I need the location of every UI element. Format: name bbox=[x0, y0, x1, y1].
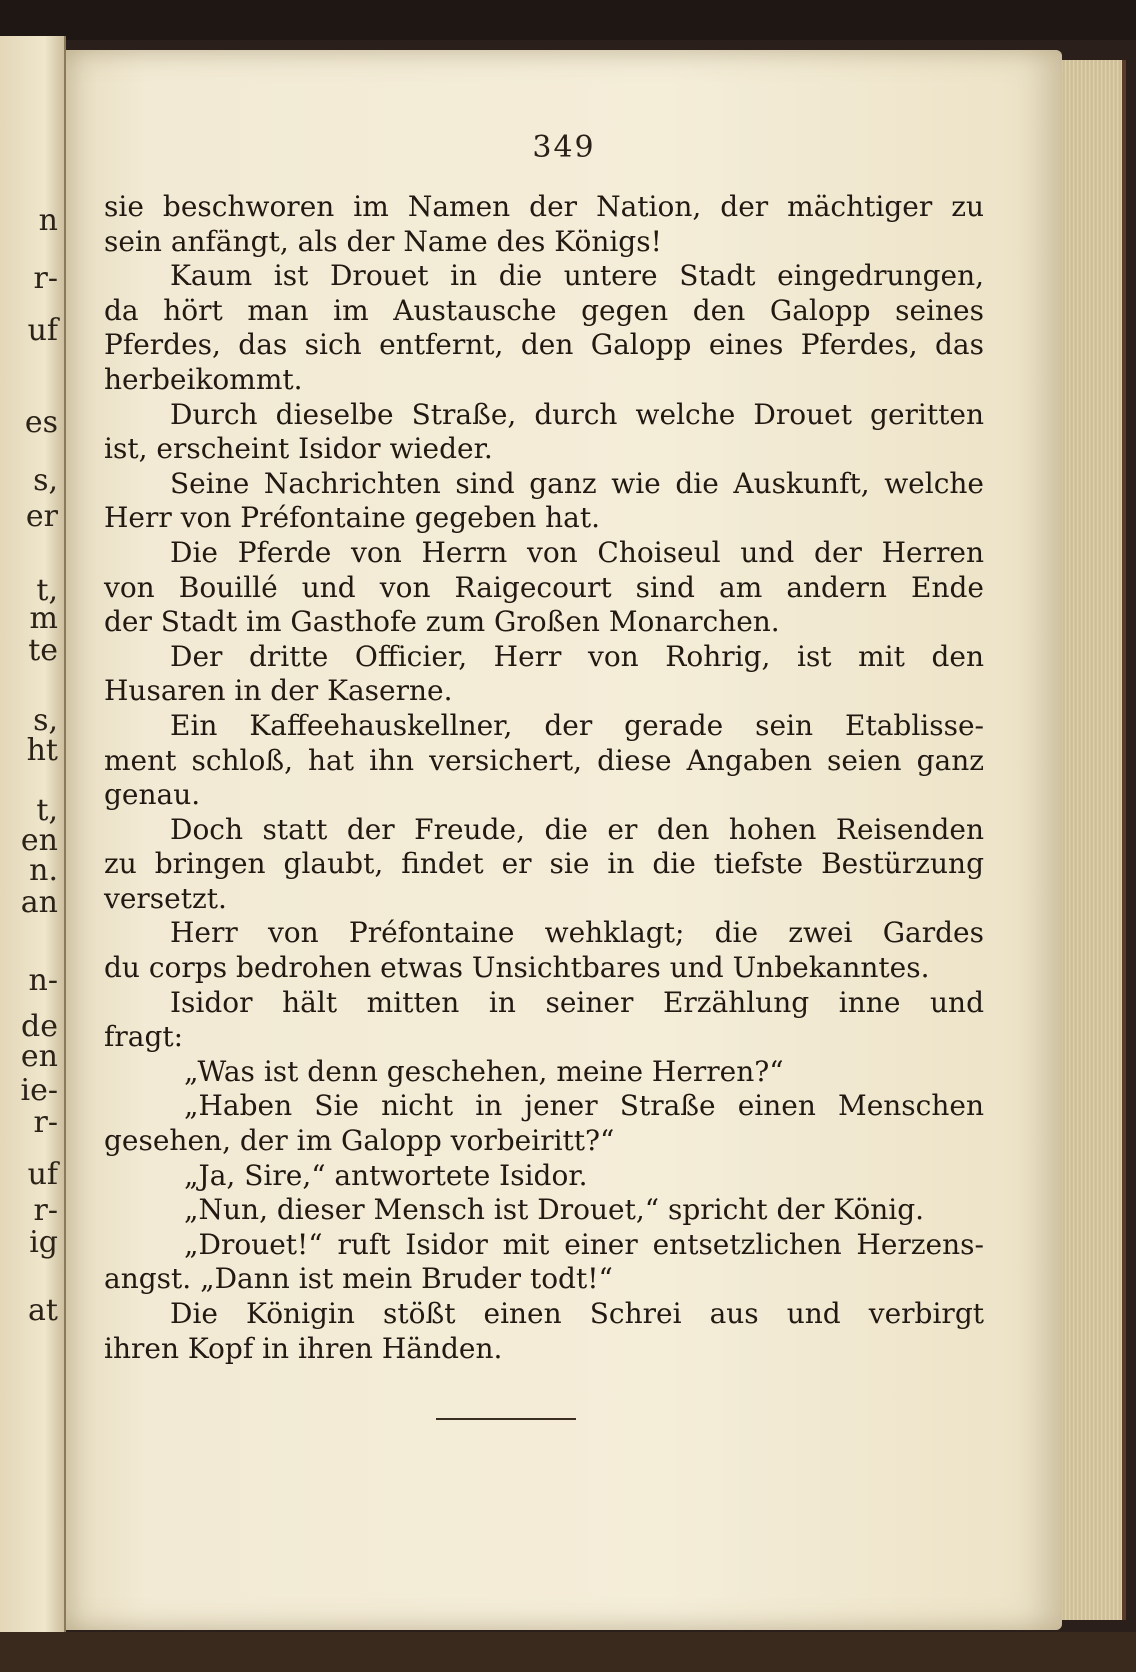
left-page-fragment: n- bbox=[28, 963, 58, 998]
text-line: Herr von Préfontaine gegeben hat. bbox=[104, 501, 601, 535]
left-page-fragment: de bbox=[21, 1009, 58, 1044]
text-line: „Ja, Sire,“ antwortete Isidor. bbox=[184, 1158, 588, 1192]
page-text bbox=[104, 190, 984, 1366]
text-line: zu bringen glaubt, findet er sie in die tiefste Bestürzung bbox=[104, 847, 984, 881]
text-line: sie beschworen im Namen der Nation, der mächtiger zu bbox=[104, 190, 984, 223]
text-line: versetzt. bbox=[104, 881, 227, 915]
text-line: „Drouet!“ ruft Isidor mit einer entsetzlichen Herzens- bbox=[184, 1227, 984, 1261]
left-page-fragment: s, bbox=[33, 463, 58, 498]
text-line: der Stadt im Gasthofe zum Großen Monarchen. bbox=[104, 605, 780, 639]
text-line: Durch dieselbe Straße, durch welche Drouet geritten bbox=[170, 397, 984, 431]
left-page-edge bbox=[0, 36, 66, 1636]
text-line: Ein Kaffeehauskellner, der gerade sein Etablisse- bbox=[170, 708, 984, 742]
book-cover-top bbox=[0, 0, 1136, 40]
left-page-fragment: t, bbox=[36, 573, 58, 608]
left-page-fragment: ig bbox=[29, 1225, 58, 1260]
left-page-fragment: r- bbox=[33, 1193, 58, 1228]
text-line: fragt: bbox=[104, 1020, 184, 1054]
left-page-fragment: en bbox=[20, 1039, 58, 1074]
text-line: du corps bedrohen etwas Unsichtbares und Unbekanntes. bbox=[104, 951, 930, 985]
text-line: Isidor hält mitten in seiner Erzählung inne und bbox=[170, 985, 984, 1019]
text-line: Kaum ist Drouet in die untere Stadt eingedrungen, bbox=[170, 259, 984, 293]
left-page-fragment: en bbox=[20, 823, 58, 858]
text-line: Pferdes, das sich entfernt, den Galopp eines Pferdes, das bbox=[104, 328, 984, 362]
left-page-fragment: uf bbox=[27, 1157, 58, 1192]
left-page-fragment: n bbox=[38, 203, 58, 238]
left-page-fragment: es bbox=[24, 405, 58, 440]
left-page-fragment: r- bbox=[33, 1105, 58, 1140]
text-line: herbeikommt. bbox=[104, 362, 303, 396]
left-page-fragment: er bbox=[25, 499, 58, 534]
text-line: Husaren in der Kaserne. bbox=[104, 674, 453, 708]
page-number: 349 bbox=[532, 130, 596, 165]
text-line: Der dritte Officier, Herr von Rohrig, ist mit den bbox=[170, 639, 984, 673]
text-line: ment schloß, hat ihn versichert, diese Angaben seien ganz bbox=[104, 743, 984, 777]
text-line: sein anfängt, als der Name des Königs! bbox=[104, 224, 662, 258]
left-page-fragment: t, bbox=[36, 793, 58, 828]
left-page-fragment: ie- bbox=[20, 1073, 58, 1108]
left-page-fragment: at bbox=[28, 1293, 58, 1328]
left-page-fragment: r- bbox=[33, 261, 58, 296]
text-line: „Was ist denn geschehen, meine Herren?“ bbox=[184, 1054, 784, 1088]
text-line: „Haben Sie nicht in jener Straße einen Menschen bbox=[184, 1089, 984, 1123]
text-line: genau. bbox=[104, 778, 201, 812]
left-page-fragment: te bbox=[28, 633, 58, 668]
text-line: angst. „Dann ist mein Bruder todt!“ bbox=[104, 1262, 613, 1296]
text-line: gesehen, der im Galopp vorbeiritt?“ bbox=[104, 1124, 615, 1158]
text-line: „Nun, dieser Mensch ist Drouet,“ spricht der König. bbox=[184, 1193, 925, 1227]
left-page-fragment: ht bbox=[26, 733, 58, 768]
book-page bbox=[66, 50, 1062, 1630]
book-cover-bottom bbox=[0, 1632, 1136, 1672]
text-line: Herr von Préfontaine wehklagt; die zwei Gardes bbox=[170, 916, 984, 950]
left-page-fragment: an bbox=[20, 885, 58, 920]
text-line: ist, erscheint Isidor wieder. bbox=[104, 432, 493, 466]
text-line: da hört man im Austausche gegen den Galopp seines bbox=[104, 293, 984, 327]
text-line: ihren Kopf in ihren Händen. bbox=[104, 1331, 503, 1365]
text-line: Doch statt der Freude, die er den hohen Reisenden bbox=[170, 812, 984, 846]
page-stack-edge bbox=[1062, 60, 1126, 1620]
text-line: Die Königin stößt einen Schrei aus und verbirgt bbox=[170, 1297, 984, 1330]
text-line: Seine Nachrichten sind ganz wie die Auskunft, welche bbox=[170, 466, 984, 500]
text-line: von Bouillé und von Raigecourt sind am andern Ende bbox=[104, 570, 984, 604]
left-page-fragment: n. bbox=[29, 853, 58, 888]
left-page-fragment: s, bbox=[33, 703, 58, 738]
end-rule bbox=[436, 1418, 576, 1420]
left-page-fragment: uf bbox=[27, 313, 58, 348]
text-line: Die Pferde von Herrn von Choiseul und der Herren bbox=[170, 535, 984, 569]
left-page-fragment: m bbox=[29, 601, 58, 636]
